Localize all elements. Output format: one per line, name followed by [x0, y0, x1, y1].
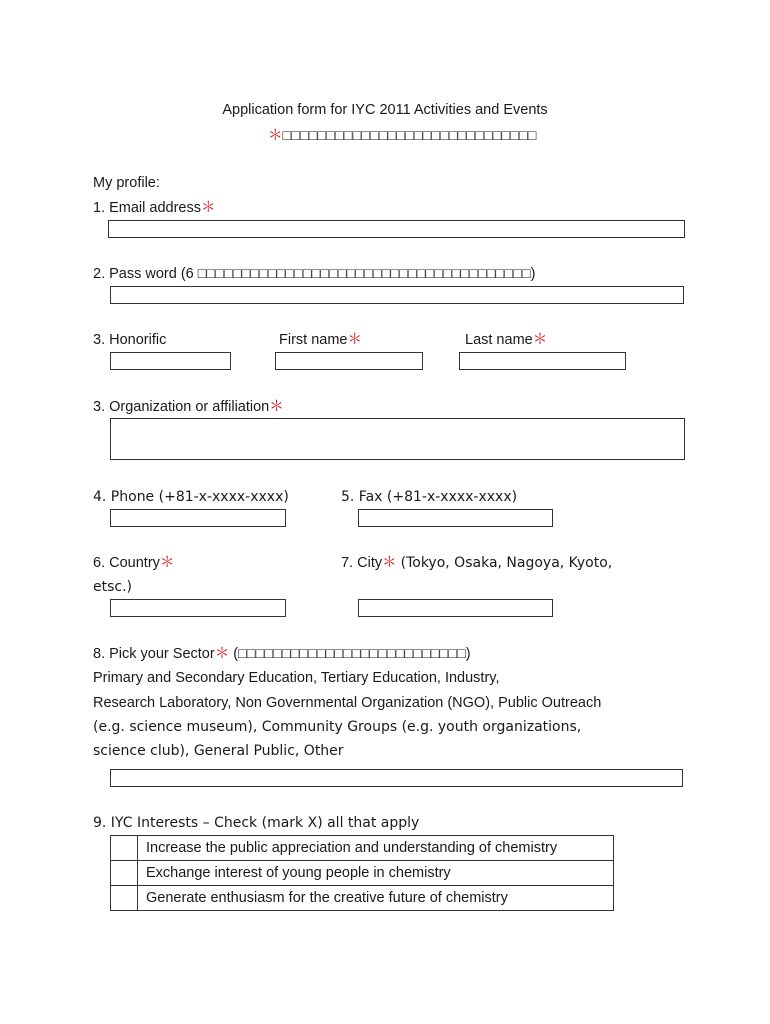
city-label-text: 7. City [341, 555, 383, 571]
profile-heading: My profile: [93, 175, 160, 191]
country-label [93, 554, 174, 572]
required-mark: ＊ [159, 555, 175, 571]
sector-options-line1: Primary and Secondary Education, Tertiary Education, Industry, [93, 670, 500, 686]
password-label [93, 265, 535, 283]
required-mark: ＊ [532, 332, 548, 348]
email-label-text: 1. Email address [93, 200, 201, 216]
required-mark: ＊ [214, 646, 230, 662]
honorific-label: 3. Honorific [93, 332, 167, 348]
first-name-label-text: First name [279, 332, 348, 348]
city-hint-continued: etsc.) [93, 579, 133, 595]
table-row [111, 886, 614, 911]
sector-field[interactable] [110, 769, 683, 787]
required-mark: ＊ [201, 200, 216, 216]
interest-label: Increase the public appreciation and understanding of chemistry [138, 836, 614, 861]
phone-field[interactable] [110, 509, 286, 527]
phone-label: 4. Phone (+81-x-xxxx-xxxx) [93, 489, 289, 505]
interest-label: Exchange interest of young people in chemistry [138, 861, 614, 886]
last-name-label-text: Last name [465, 332, 533, 348]
required-mark: ＊ [268, 128, 283, 144]
sector-options-line4: science club), General Public, Other [93, 743, 344, 759]
country-label-text: 6. Country [93, 555, 160, 571]
table-row [111, 861, 614, 886]
fax-field[interactable] [358, 509, 553, 527]
first-name-label [279, 331, 362, 349]
interest-checkbox[interactable] [111, 836, 138, 861]
header-note [268, 127, 536, 145]
password-label-close: ) [530, 266, 536, 282]
organization-label-text: 3. Organization or affiliation [93, 399, 270, 415]
organization-field[interactable] [110, 418, 685, 460]
sector-options-line2: Research Laboratory, Non Governmental Organization (NGO), Public Outreach [93, 695, 602, 711]
password-field[interactable] [110, 286, 684, 304]
password-note: □□□□□□□□□□□□□□□□□□□□□□□□□□□□□□□□□□□□□□ [197, 266, 531, 282]
interest-label: Generate enthusiasm for the creative future of chemistry [138, 886, 614, 911]
table-row [111, 836, 614, 861]
sector-options-line3: (e.g. science museum), Community Groups (e.g. youth organizations, [93, 719, 582, 735]
interests-heading: 9. IYC Interests – Check (mark X) all that apply [93, 815, 420, 831]
required-mark: ＊ [382, 555, 397, 571]
last-name-field[interactable] [459, 352, 626, 370]
sector-label-text: 8. Pick your Sector [93, 646, 215, 662]
form-title: Application form for IYC 2011 Activities and Events [222, 102, 548, 118]
header-note-text: □□□□□□□□□□□□□□□□□□□□□□□□□□□□□ [282, 128, 537, 144]
honorific-field[interactable] [110, 352, 231, 370]
fax-label: 5. Fax (+81-x-xxxx-xxxx) [341, 489, 518, 505]
email-field[interactable] [108, 220, 685, 238]
sector-note: (□□□□□□□□□□□□□□□□□□□□□□□□□□) [233, 646, 471, 662]
city-field[interactable] [358, 599, 553, 617]
password-label-text: 2. Pass word (6 [93, 266, 194, 282]
city-hint: (Tokyo, Osaka, Nagoya, Kyoto, [400, 555, 613, 571]
required-mark: ＊ [347, 332, 362, 348]
city-label [341, 554, 612, 572]
organization-label [93, 398, 284, 416]
last-name-label [465, 331, 547, 349]
first-name-field[interactable] [275, 352, 423, 370]
email-label [93, 199, 216, 217]
required-mark: ＊ [269, 399, 284, 415]
sector-label [93, 645, 471, 663]
interests-table [110, 835, 614, 911]
country-field[interactable] [110, 599, 286, 617]
interest-checkbox[interactable] [111, 886, 138, 911]
interest-checkbox[interactable] [111, 861, 138, 886]
